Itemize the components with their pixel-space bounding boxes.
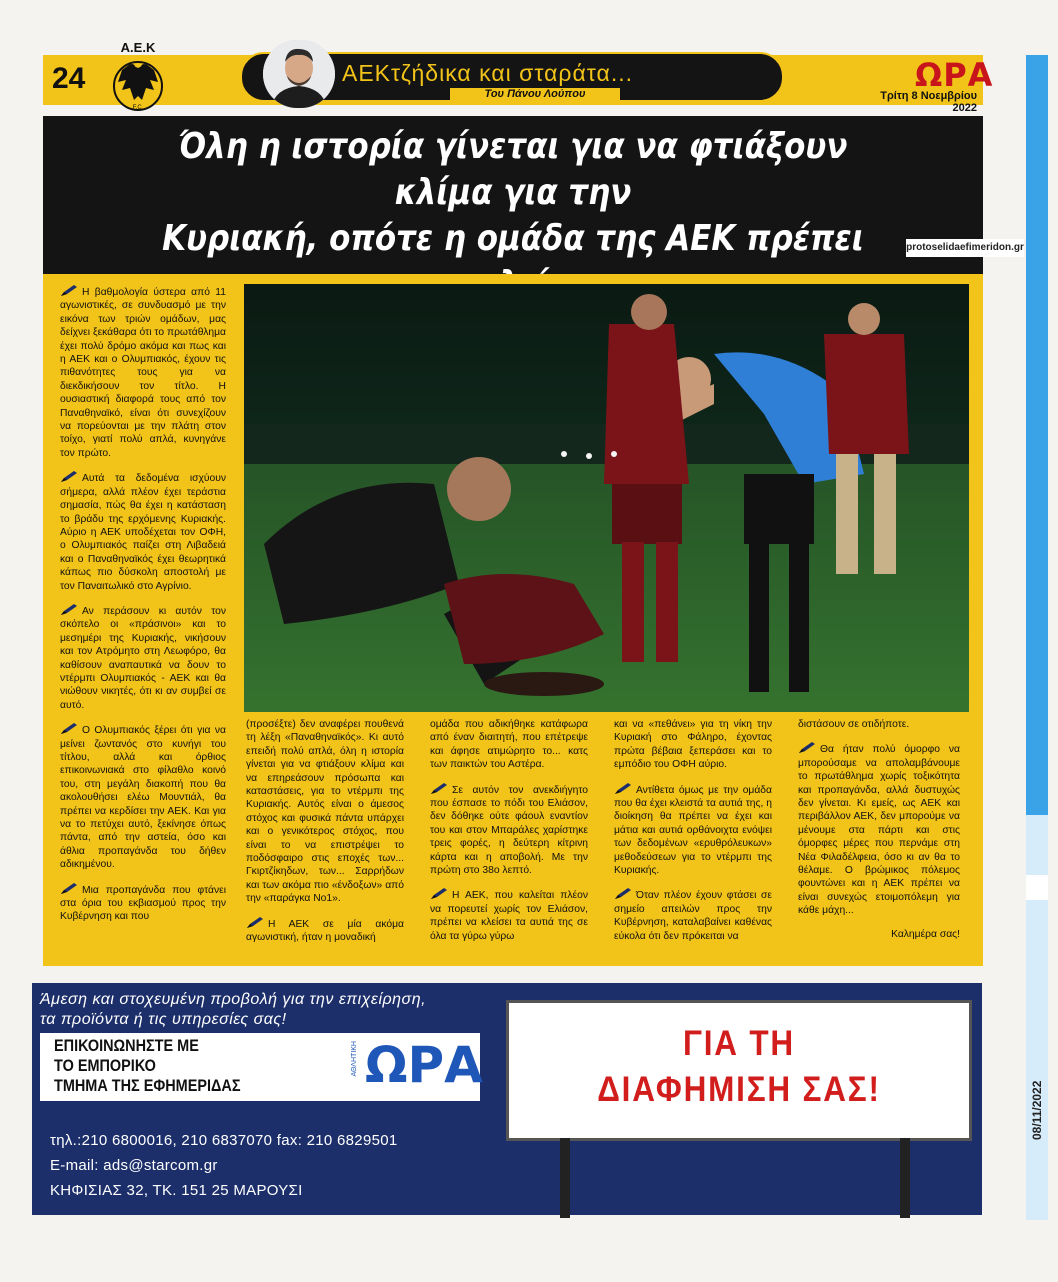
- author-portrait: [263, 40, 335, 108]
- paragraph-text: Όταν πλέον έχουν φτάσει σε σημείο απειλών προς την Κυβέρνηση, καταλαβαίνει καθένας εύκολα ότι δεν πρόκειται να: [614, 890, 772, 942]
- pen-icon: [430, 887, 448, 900]
- pen-icon: [614, 887, 632, 900]
- paragraph: [60, 882, 226, 924]
- newspaper-brand: ΩΡΑ: [915, 56, 994, 94]
- pen-icon: [246, 916, 264, 929]
- author-photo: [263, 40, 335, 108]
- article-column-5: [798, 718, 960, 951]
- ad-billboard-line-1: ΓΙΑ ΤΗ: [683, 1024, 795, 1063]
- sign-off-text: Καλημέρα σας!: [891, 928, 960, 940]
- edge-gap: [1026, 875, 1048, 900]
- article-column-4: [614, 718, 772, 953]
- paragraph: [60, 722, 226, 871]
- edge-blue-bar: [1026, 55, 1048, 815]
- paragraph: [614, 718, 772, 772]
- ad-billboard-text: [532, 1021, 946, 1113]
- ad-billboard: [506, 1000, 972, 1141]
- paragraph: [430, 718, 588, 772]
- pen-icon: [60, 470, 78, 483]
- paragraph: [614, 782, 772, 878]
- paragraph-text: Αντίθετα όμως με την ομάδα που θα έχει κλειστά τα αυτιά της, η διοίκηση θα πρέπει να έχει και μάτια και αυτιά ορθάνοιχτα ενόψει των δεδομένων «ερυθρόλευκων» μεθοδεύσεων για το ντέρμπι της Κυριακής.: [614, 784, 772, 877]
- paragraph-text: Αν περάσουν κι αυτόν τον σκόπελο οι «πράσινοι» και το μεσημέρι της Κυριακής, νικήσουν και τον Ατρόμητο στη Λεωφόρο, θα καθίσουν αναπαυτικά να δουν το ντέρμπι Ολυμπιακός - ΑΕΚ και θα νιώθουν νικητές, ότι κι αν συμβεί σε αυτό.: [60, 605, 226, 711]
- paragraph: [60, 284, 226, 460]
- column-title: ΑΕΚτζήδικα και σταράτα...: [342, 60, 633, 86]
- paragraph-text: Αυτά τα δεδομένα ισχύουν σήμερα, αλλά πλέον έχει τεράστια σημασία, πώς θα έχει η κατάσταση το βράδυ της ερχόμενης Κυριακής. Αύριο η ΑΕΚ υποδέχεται τον ΟΦΗ, ο Ολυμπιακός παίζει στη Λιβαδειά και ο Παναθηναϊκός έχει θεωρητικά κάπως πιο δύσκολη αποστολή με τον Παναιτωλικό στο Αγρίνιο.: [60, 473, 226, 592]
- watermark: protoselidaefimeridon.gr: [906, 239, 1024, 257]
- ad-address: ΚΗΦΙΣΙΑΣ 32, ΤΚ. 151 25 ΜΑΡΟΥΣΙ: [50, 1182, 303, 1199]
- paragraph: [430, 782, 588, 878]
- edge-date: 08/11/2022: [1030, 1080, 1044, 1140]
- paragraph: [60, 603, 226, 712]
- paragraph: [430, 887, 588, 943]
- ad-contact-box: [40, 1033, 483, 1101]
- double-eagle-icon: [108, 40, 168, 112]
- paragraph-text: Θα ήταν πολύ όμορφο να μπορούσαμε να απολαμβάνουμε το πρωτάθλημα χωρίς τοξικότητα και προπαγάνδα, αλλά δυστυχώς δεν γίνεται. Κι εμείς, ως ΑΕΚ και περιβάλλον ΑΕΚ, δεν μπορούμε να μένουμε στα πάρτι και στις όμορφες μέρες που περνάμε στη Νέα Φιλαδέλφεια, όσο κι αν θα το θέλαμε. Ο βρώμικος πόλεμος φουντώνει και η ΑΕΚ πρέπει να είναι συνεχώς ετοιμοπόλεμη για κάθε μάχη...: [798, 744, 960, 917]
- paragraph-text: Η ΑΕΚ σε μία ακόμα αγωνιστική, ήταν η μοναδική: [246, 918, 404, 944]
- paragraph-text: Μια προπαγάνδα που φτάνει στα όρια του εκβιασμού προς την Κυβέρνηση και που: [60, 884, 226, 923]
- paragraph-text: (προσέξτε) δεν αναφέρει πουθενά τη λέξη «Παναθηναϊκός». Κι αυτό επειδή πολύ απλά, όλη η ιστορία γίνεται για να φτιάξουν κλίμα και να επηρεάσουν πρόσωπα και καταστάσεις, για το ντέρμπι της Κυριακής. Αυτός είναι ο άμεσος στόχος και φυσικά πάντα υπάρχει και ο γενικότερος στόχος, που είναι το να επιστρέψει το ποδόσφαιρο στις εποχές των... Γκιρτζίκηδων, των... Σαρρήδων και των ακόμα πιο «ένδοξων» από την «παράγκα Νο1».: [246, 719, 404, 905]
- sign-off: [798, 928, 960, 941]
- aek-logo: [108, 40, 168, 112]
- page-number: 24: [52, 62, 86, 95]
- paragraph-text: Η βαθμολογία ύστερα από 11 αγωνιστικές, σε συνδυασμό με την εικόνα των τριών ομάδων, μας δείχνει ξεκάθαρα ότι το πρωτάθλημα έχει πολύ δρόμο ακόμα και πως και η ΑΕΚ και ο Ολυμπιακός, έχουν τις πιθανότητες τους για να διεκδικήσουν τον τίτλο. Η ουσιαστική διαφορά τους από τον Παναθηναϊκό, είναι ότι συνεχίζουν να πορεύονται με την πλάτη στον τοίχο, γιατί πολύ απλά, κυνηγάνε τον πρώτο.: [60, 287, 226, 459]
- ad-contact-line-3: ΤΜΗΜΑ ΤΗΣ ΕΦΗΜΕΡΙΔΑΣ: [54, 1076, 241, 1095]
- column-author: Του Πάνου Λούπου: [484, 88, 586, 100]
- ad-intro-line-2: τα προϊόντα ή τις υπηρεσίες σας!: [40, 1011, 287, 1028]
- paragraph-text: και να «πεθάνει» για τη νίκη την Κυριακή στο Φάληρο, έχοντας πρώτα βέβαια ξεπεράσει και το εμπόδιο του ΟΦΗ αύριο.: [614, 719, 772, 771]
- headline-box: [43, 116, 983, 274]
- ad-email: E-mail: ads@starcom.gr: [50, 1157, 218, 1174]
- aek-logo-text: Α.Ε.Κ: [120, 40, 156, 55]
- ad-phone: τηλ.:210 6800016, 210 6837070 fax: 210 6829501: [50, 1132, 398, 1149]
- paragraph-text: διστάσουν σε οτιδήποτε.: [798, 719, 910, 730]
- ad-contact-line-1: ΕΠΙΚΟΙΝΩΝΗΣΤΕ ΜΕ: [54, 1036, 199, 1055]
- paragraph: [798, 741, 960, 917]
- pen-icon: [430, 782, 448, 795]
- ad-intro: [40, 990, 480, 1030]
- billboard-pole-left: [560, 1138, 570, 1218]
- column-author-bar: [450, 88, 620, 102]
- issue-date: Τρίτη 8 Νοεμβρίου 2022: [880, 90, 977, 114]
- paragraph-text: Σε αυτόν τον ανεκδιήγητο που έσπασε το πόδι του Ελιάσον, δεν δόθηκε ούτε φάουλ εναντίον του και στον Μπαράλες χαρίστηκε τρεις φορές, η δεύτερη κίτρινη κάρτα και η αποβολή. Με την πρώτη στο 38ο λεπτό.: [430, 784, 588, 877]
- paragraph: [798, 718, 960, 731]
- ad-brand: ΩΡΑ: [365, 1036, 483, 1094]
- billboard-pole-right: [900, 1138, 910, 1218]
- paragraph-text: Η ΑΕΚ, που καλείται πλέον να πορευτεί χωρίς τον Ελιάσον, πρέπει να κλείσει τα αυτιά της σε όλα τα γύρω γύρω: [430, 890, 588, 942]
- ad-contact-line-2: ΤΟ ΕΜΠΟΡΙΚΟ: [54, 1056, 156, 1075]
- paragraph: [614, 887, 772, 943]
- headline-line-2: Κυριακή, οπότε η ομάδα της ΑΕΚ πρέπει: [162, 218, 864, 259]
- ad-contact-label: [54, 1036, 275, 1096]
- pen-icon: [614, 782, 632, 795]
- ad-billboard-line-2: ΔΙΑΦΗΜΙΣΗ ΣΑΣ!: [597, 1070, 881, 1109]
- pen-icon: [798, 741, 816, 754]
- article-column-1: [60, 284, 226, 934]
- pen-icon: [60, 284, 78, 297]
- paragraph: [60, 470, 226, 593]
- paragraph-text: ομάδα που αδικήθηκε κατάφωρα από έναν διαιτητή, που επέτρεψε και άφησε ατιμώρητο το... κατς των παικτών του Αστέρα.: [430, 719, 588, 771]
- pen-icon: [60, 722, 78, 735]
- aek-logo-sub: F.C.: [132, 105, 144, 111]
- headline-line-1: Όλη η ιστορία γίνεται για να φτιάξουν κλίμα για την: [178, 126, 848, 213]
- pen-icon: [60, 882, 78, 895]
- paragraph: [246, 718, 404, 906]
- match-photo: [244, 284, 969, 712]
- pen-icon: [60, 603, 78, 616]
- injury-scene-illustration: [244, 284, 969, 712]
- paragraph-text: Ο Ολυμπιακός ξέρει ότι για να μείνει ζωντανός στο κυνήγι του τίτλου, αλλά και όρθιος επικοινωνιακά στο φίλαθλο κοινό του, στη μεγάλη διακοπή που θα ακολουθήσει ελέω Μουντιάλ, θα πρέπει να κερδίσει την ΑΕΚ. Και για να το πετύχει αυτό, ξεκίνησε όπως πάντα, από την αστεία, όσο και άθλια προπαγάνδα του δήθεν αδικημένου.: [60, 725, 226, 871]
- paragraph: [246, 916, 404, 945]
- article-column-2: [246, 718, 404, 955]
- ad-brand-small: ΑΘΛΗΤΙΚΗ: [351, 1041, 358, 1077]
- ad-intro-line-1: Άμεση και στοχευμένη προβολή για την επιχείρηση,: [40, 991, 427, 1008]
- article-column-3: [430, 718, 588, 953]
